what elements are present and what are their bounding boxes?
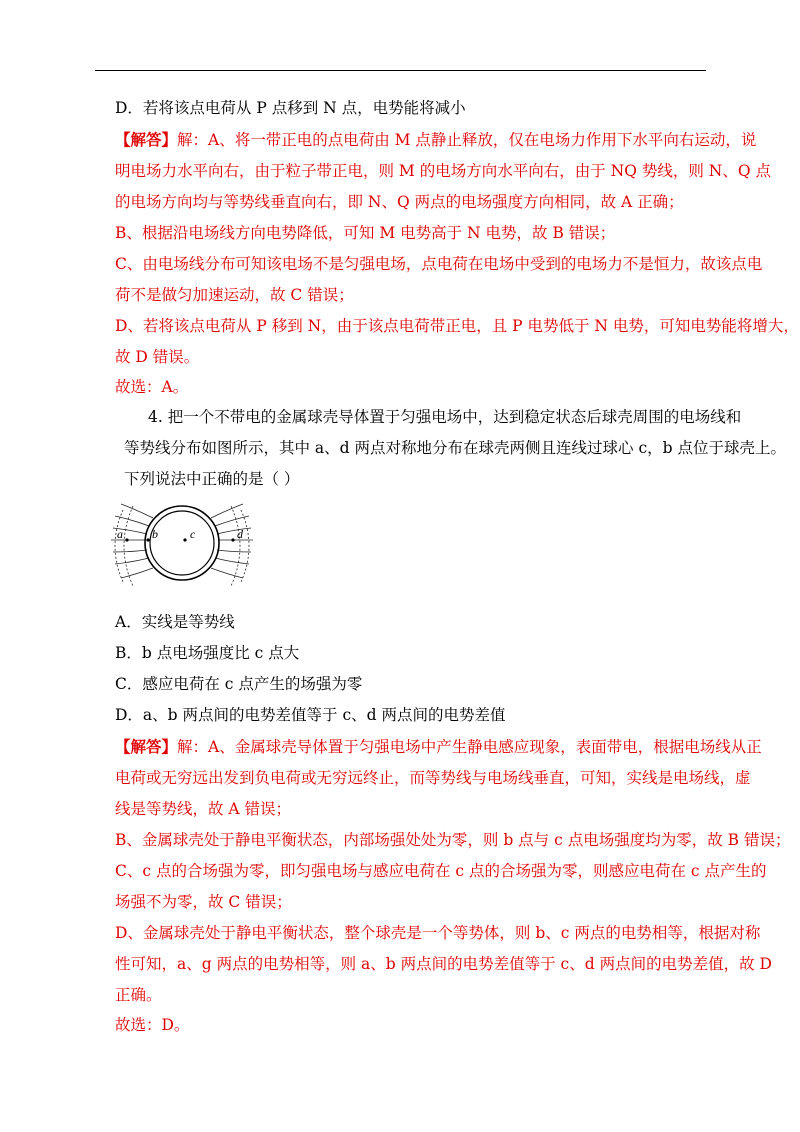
answer4-line-7: D、金属球壳处于静电平衡状态，整个球壳是一个等势体，则 b、c 两点的电势相等，根据对称 bbox=[115, 924, 761, 942]
answer4-line-1: 【解答】解：A、金属球壳导体置于匀强电场中产生静电感应现象，表面带电，根据电场线从正 bbox=[115, 737, 762, 756]
answer4-line-3: 线是等势线，故 A 错误； bbox=[115, 800, 292, 818]
answer4-line-10: 故选：D。 bbox=[115, 1016, 190, 1034]
answer3-line-3: 的电场方向均与等势线垂直向右，即 N、Q 两点的电场强度方向相同，故 A 正确； bbox=[115, 193, 684, 211]
question4-line-2: 等势线分布如图所示，其中 a、d 两点对称地分布在球壳两侧且连线过球心 c，b 点位于球壳上。 bbox=[124, 439, 786, 457]
label-d: d bbox=[237, 527, 243, 541]
prev-option-d: D．若将该点电荷从 P 点移到 N 点，电势能将减小 bbox=[115, 99, 466, 117]
question4-option-c: C．感应电荷在 c 点产生的场强为零 bbox=[115, 675, 363, 693]
question4-line-1: 4. 把一个不带电的金属球壳导体置于匀强电场中，达到稳定状态后球壳周围的电场线和 bbox=[148, 408, 742, 426]
label-c: c bbox=[190, 527, 196, 541]
answer4-line-8: 性可知，a、g 两点的电势相等，则 a、b 两点间的电势差值等于 c、d 两点间的电势差值，故 D bbox=[115, 955, 772, 973]
answer4-tag: 【解答】 bbox=[115, 737, 178, 756]
spherical-shell-field-figure bbox=[111, 498, 253, 594]
answer4-line-4: B、金属球壳处于静电平衡状态，内部场强处处为零，则 b 点与 c 点电场强度均为零，故 B 错误； bbox=[115, 831, 791, 849]
question4-option-a: A．实线是等势线 bbox=[115, 613, 235, 631]
answer3-line-6: 荷不是做匀加速运动，故 C 错误； bbox=[115, 286, 354, 304]
answer3-line-8: 故 D 错误。 bbox=[115, 348, 200, 366]
answer4-line-5: C、c 点的合场强为零，即匀强电场与感应电荷在 c 点的合场强为零，则感应电荷在 c 点产生的 bbox=[115, 862, 767, 880]
label-b: b bbox=[152, 527, 158, 541]
answer3-line-4: B、根据沿电场线方向电势降低，可知 M 电势高于 N 电势，故 B 错误； bbox=[115, 224, 616, 242]
answer3-line-7: D、若将该点电荷从 P 移到 N，由于该点电荷带正电，且 P 电势低于 N 电势，可知电势能将增大， bbox=[115, 317, 799, 335]
answer3-line-5: C、由电场线分布可知该电场不是匀强电场，点电荷在电场中受到的电场力不是恒力，故该点电 bbox=[115, 255, 763, 273]
question4-line-3: 下列说法中正确的是（ ） bbox=[124, 470, 300, 488]
answer4-line-9: 正确。 bbox=[115, 986, 162, 1004]
label-a: a bbox=[117, 527, 123, 541]
answer3-tag: 【解答】 bbox=[115, 130, 178, 149]
answer3-line-1: 【解答】解：A、将一带正电的点电荷由 M 点静止释放，仅在电场力作用下水平向右运动，说 bbox=[115, 130, 757, 149]
question4-option-b: B．b 点电场强度比 c 点大 bbox=[115, 644, 300, 662]
answer3-line-2: 明电场力水平向右，由于粒子带正电，则 M 的电场方向水平向右，由于 NQ 势线，则 N、Q 点 bbox=[115, 162, 771, 180]
answer4-line-6: 场强不为零，故 C 错误； bbox=[115, 893, 292, 911]
question4-option-d: D．a、b 两点间的电势差值等于 c、d 两点间的电势差值 bbox=[115, 706, 506, 724]
header-rule bbox=[95, 70, 706, 71]
answer3-line-9: 故选：A。 bbox=[115, 378, 189, 396]
answer4-line-2: 电荷或无穷远出发到负电荷或无穷远终止，而等势线与电场线垂直，可知，实线是电场线，虚 bbox=[115, 769, 751, 787]
